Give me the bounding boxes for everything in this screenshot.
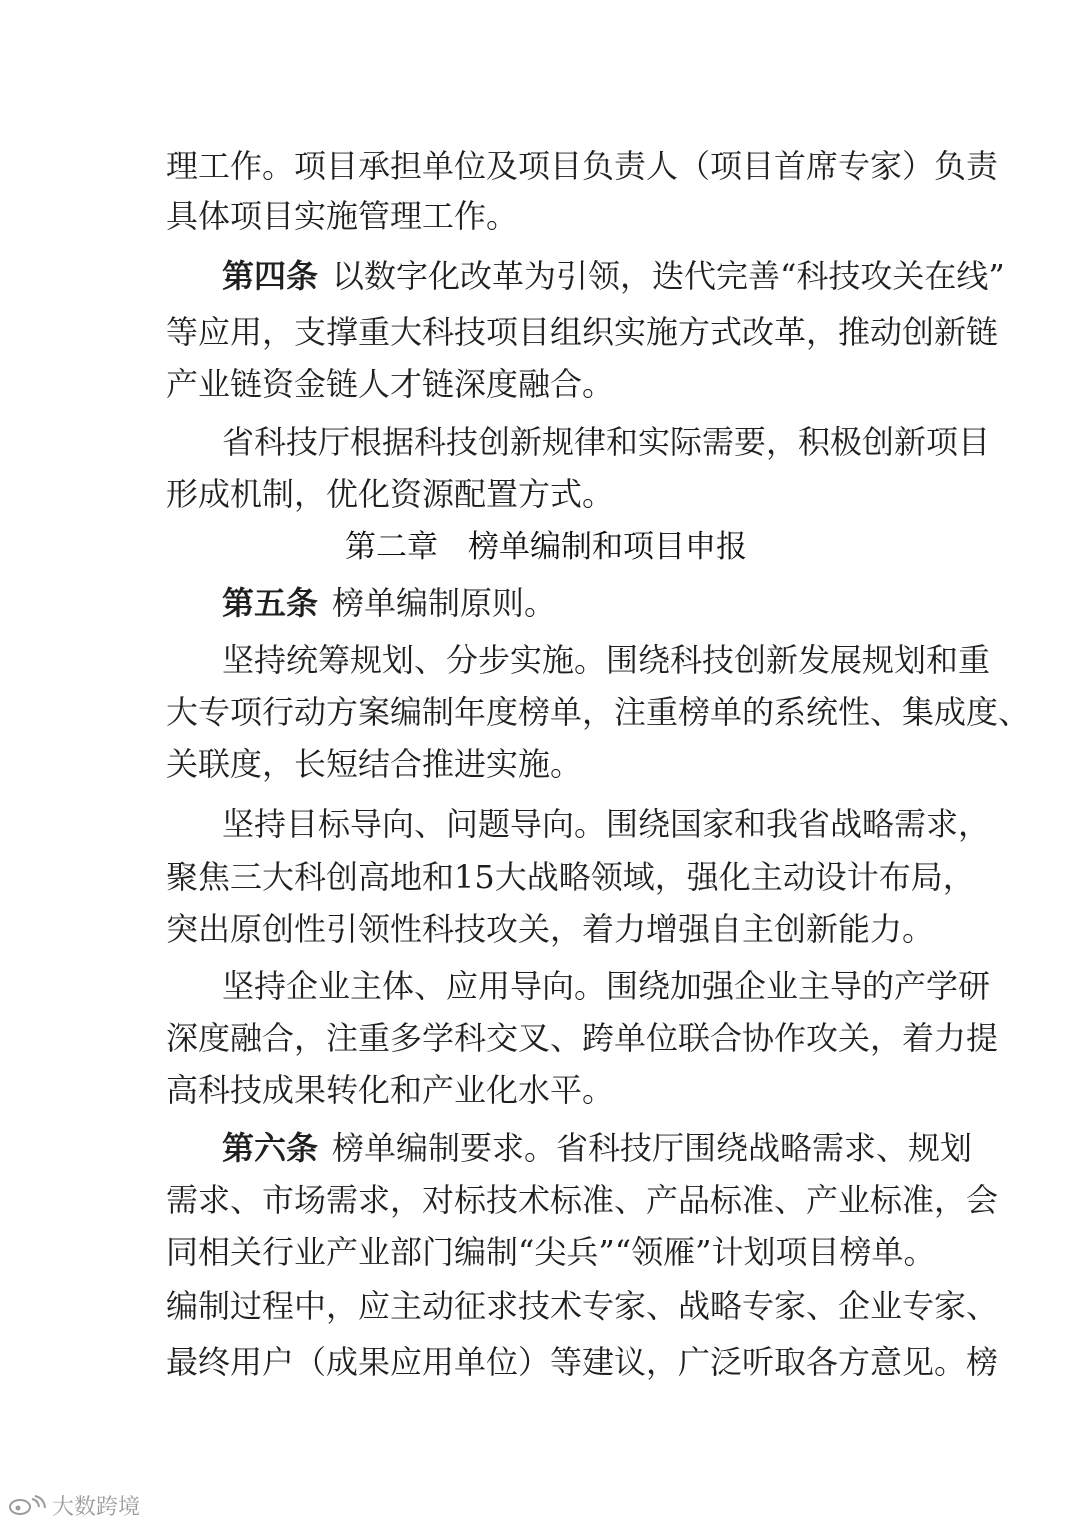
weibo-like-logo-icon bbox=[8, 1493, 48, 1517]
article-4-label: 第四条 bbox=[222, 257, 319, 295]
article-6-line bbox=[222, 1128, 973, 1168]
article-4-line bbox=[222, 256, 1005, 296]
paragraph-line: 同相关行业产业部门编制“尖兵”“领雁”计划项目榜单。 bbox=[166, 1233, 936, 1271]
paragraph-line: 大专项行动方案编制年度榜单，注重榜单的系统性、集成度、 bbox=[166, 693, 1031, 731]
article-6-text: 榜单编制要求。省科技厅围绕战略需求、规划 bbox=[332, 1129, 973, 1167]
paragraph-line: 省科技厅根据科技创新规律和实际需要，积极创新项目 bbox=[222, 423, 991, 461]
paragraph-line: 理工作。项目承担单位及项目负责人（项目首席专家）负责 bbox=[166, 147, 999, 185]
article-4-text: 以数字化改革为引领，迭代完善“科技攻关在线” bbox=[332, 257, 1005, 295]
paragraph-line: 突出原创性引领性科技攻关，着力增强自主创新能力。 bbox=[166, 910, 935, 948]
paragraph-line: 等应用，支撑重大科技项目组织实施方式改革，推动创新链 bbox=[166, 313, 999, 351]
paragraph-line: 坚持统筹规划、分步实施。围绕科技创新发展规划和重 bbox=[222, 641, 991, 679]
watermark-text: 大数跨境 bbox=[52, 1494, 141, 1520]
paragraph-line: 关联度，长短结合推进实施。 bbox=[166, 745, 583, 783]
paragraph-line: 坚持目标导向、问题导向。围绕国家和我省战略需求， bbox=[222, 805, 991, 843]
paragraph-line: 编制过程中，应主动征求技术专家、战略专家、企业专家、 bbox=[166, 1287, 999, 1325]
watermark bbox=[8, 1488, 140, 1522]
paragraph-line: 深度融合，注重多学科交叉、跨单位联合协作攻关，着力提 bbox=[166, 1019, 999, 1057]
chapter-heading bbox=[166, 527, 926, 567]
chapter-title: 榜单编制和项目申报 bbox=[468, 529, 747, 565]
paragraph-line: 产业链资金链人才链深度融合。 bbox=[166, 365, 615, 403]
chapter-number: 第二章 bbox=[345, 529, 438, 565]
article-5-label: 第五条 bbox=[222, 584, 319, 622]
article-5-text: 榜单编制原则。 bbox=[332, 584, 557, 622]
paragraph-line: 最终用户（成果应用单位）等建议，广泛听取各方意见。榜 bbox=[166, 1343, 999, 1381]
paragraph-line: 高科技成果转化和产业化水平。 bbox=[166, 1071, 615, 1109]
paragraph-line: 坚持企业主体、应用导向。围绕加强企业主导的产学研 bbox=[222, 967, 991, 1005]
article-5-line bbox=[222, 583, 926, 623]
paragraph-line: 形成机制，优化资源配置方式。 bbox=[166, 475, 615, 513]
paragraph-line: 需求、市场需求，对标技术标准、产品标准、产业标准，会 bbox=[166, 1181, 999, 1219]
paragraph-line: 聚焦三大科创高地和15大战略领域，强化主动设计布局， bbox=[166, 858, 975, 896]
article-6-label: 第六条 bbox=[222, 1129, 319, 1167]
paragraph-line: 具体项目实施管理工作。 bbox=[166, 197, 519, 235]
